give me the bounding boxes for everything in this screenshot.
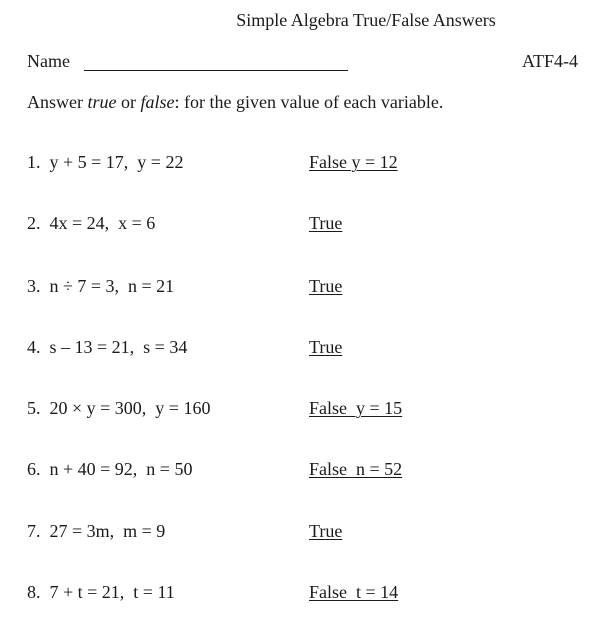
problem-4-question: 4. s – 13 = 21, s = 34 [27,337,188,357]
problem-8-question: 8. 7 + t = 21, t = 11 [27,582,175,602]
problem-1-answer: False y = 12 [309,152,398,172]
problem-7-answer: True [309,521,343,541]
name-label: Name [27,51,70,71]
instructions-true-word: true [87,92,117,112]
problem-3-question: 3. n ÷ 7 = 3, n = 21 [27,276,175,296]
problem-3-answer: True [309,276,343,296]
problem-2-question: 2. 4x = 24, x = 6 [27,213,156,233]
problem-1-question: 1. y + 5 = 17, y = 22 [27,152,184,172]
problem-6-question: 6. n + 40 = 92, n = 50 [27,459,193,479]
problem-7-question: 7. 27 = 3m, m = 9 [27,521,166,541]
worksheet-code: ATF4-4 [521,51,578,71]
problem-8-answer: False t = 14 [309,582,399,602]
problem-4-answer: True [309,337,343,357]
instructions-middle: or [116,92,141,112]
problem-5-question: 5. 20 × y = 300, y = 160 [27,398,211,418]
worksheet-title: Simple Algebra True/False Answers [236,10,496,30]
instructions-false-word: false [140,92,175,112]
problem-5-answer: False y = 15 [309,398,403,418]
name-blank-line[interactable] [84,70,348,71]
problem-6-answer: False n = 52 [309,459,403,479]
instructions-suffix: : for the given value of each variable. [174,92,444,112]
problem-2-answer: True [309,213,343,233]
instructions-prefix: Answer [27,92,88,112]
instructions [27,92,447,113]
